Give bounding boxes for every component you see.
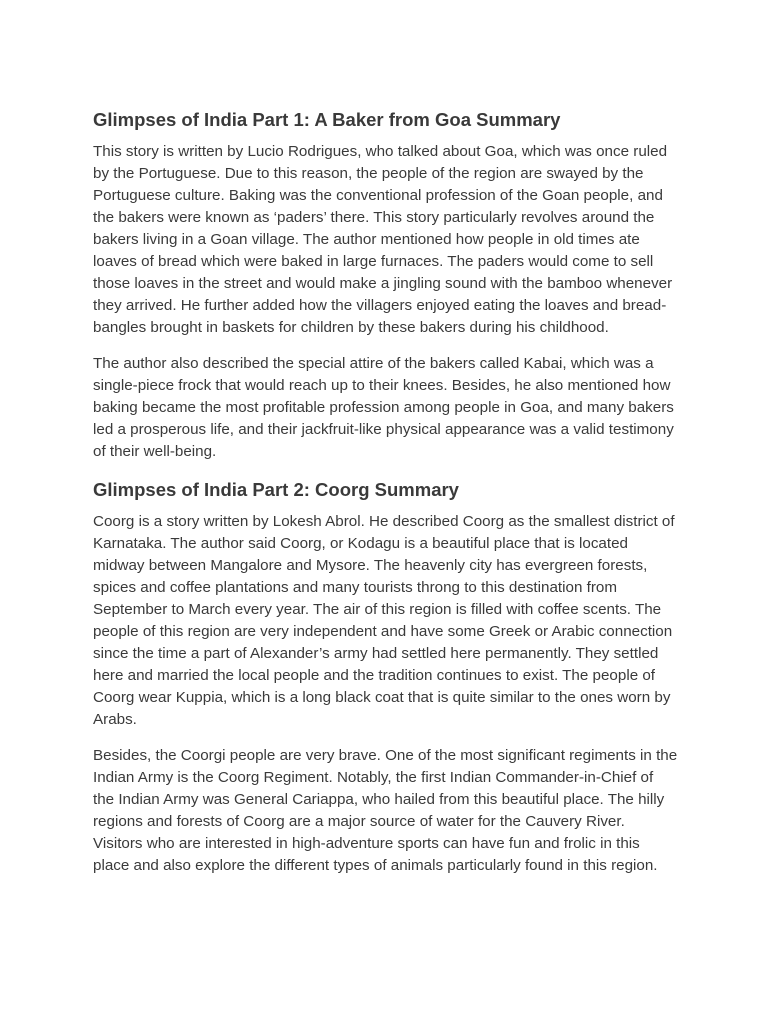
document-page bbox=[93, 108, 678, 891]
section-heading: Glimpses of India Part 1: A Baker from Goa Summary bbox=[93, 109, 561, 130]
paragraph: Besides, the Coorgi people are very brave. One of the most significant regiments in the Indian Army is the Coorg Regiment. Notably, the first Indian Commander-in-Chief of the Indian Army was General Cariappa, who hailed from this beautiful place. The hilly regions and forests of Coorg are a major source of water for the Cauvery River. Visitors who are interested in high-adventure sports can have fun and frolic in this place and also explore the different types of animals particularly found in this region. bbox=[93, 747, 678, 874]
section-coorg bbox=[93, 478, 678, 877]
section-baker-from-goa bbox=[93, 108, 678, 463]
paragraph: This story is written by Lucio Rodrigues, who talked about Goa, which was once ruled by the Portuguese. Due to this reason, the people of the region are swayed by the Portuguese culture. Baking was the conventional profession of the Goan people, and the bakers were known as ‘paders’ there. This story particularly revolves around the bakers living in a Goan village. The author mentioned how people in old times ate loaves of bread which were baked in large furnaces. The paders would come to sell those loaves in the street and would make a jingling sound with the bamboo whenever they arrived. He further added how the villagers enjoyed eating the loaves and bread-bangles brought in baskets for children by these bakers during his childhood. bbox=[93, 143, 673, 336]
paragraph: The author also described the special attire of the bakers called Kabai, which was a single-piece frock that would reach up to their knees. Besides, he also mentioned how baking became the most profitable profession among people in Goa, and many bakers led a prosperous life, and their jackfruit-like physical appearance was a valid testimony of their well-being. bbox=[93, 355, 674, 460]
paragraph: Coorg is a story written by Lokesh Abrol. He described Coorg as the smallest district of Karnataka. The author said Coorg, or Kodagu is a beautiful place that is located midway between Mangalore and Mysore. The heavenly city has evergreen forests, spices and coffee plantations and many tourists throng to this destination from September to March every year. The air of this region is filled with coffee scents. The people of this region are very independent and have some Greek or Arabic connection since the time a part of Alexander’s army had settled here permanently. They settled here and married the local people and the tradition continues to exist. The people of Coorg wear Kuppia, which is a long black coat that is quite similar to the ones worn by Arabs. bbox=[93, 513, 675, 728]
section-heading: Glimpses of India Part 2: Coorg Summary bbox=[93, 479, 459, 500]
